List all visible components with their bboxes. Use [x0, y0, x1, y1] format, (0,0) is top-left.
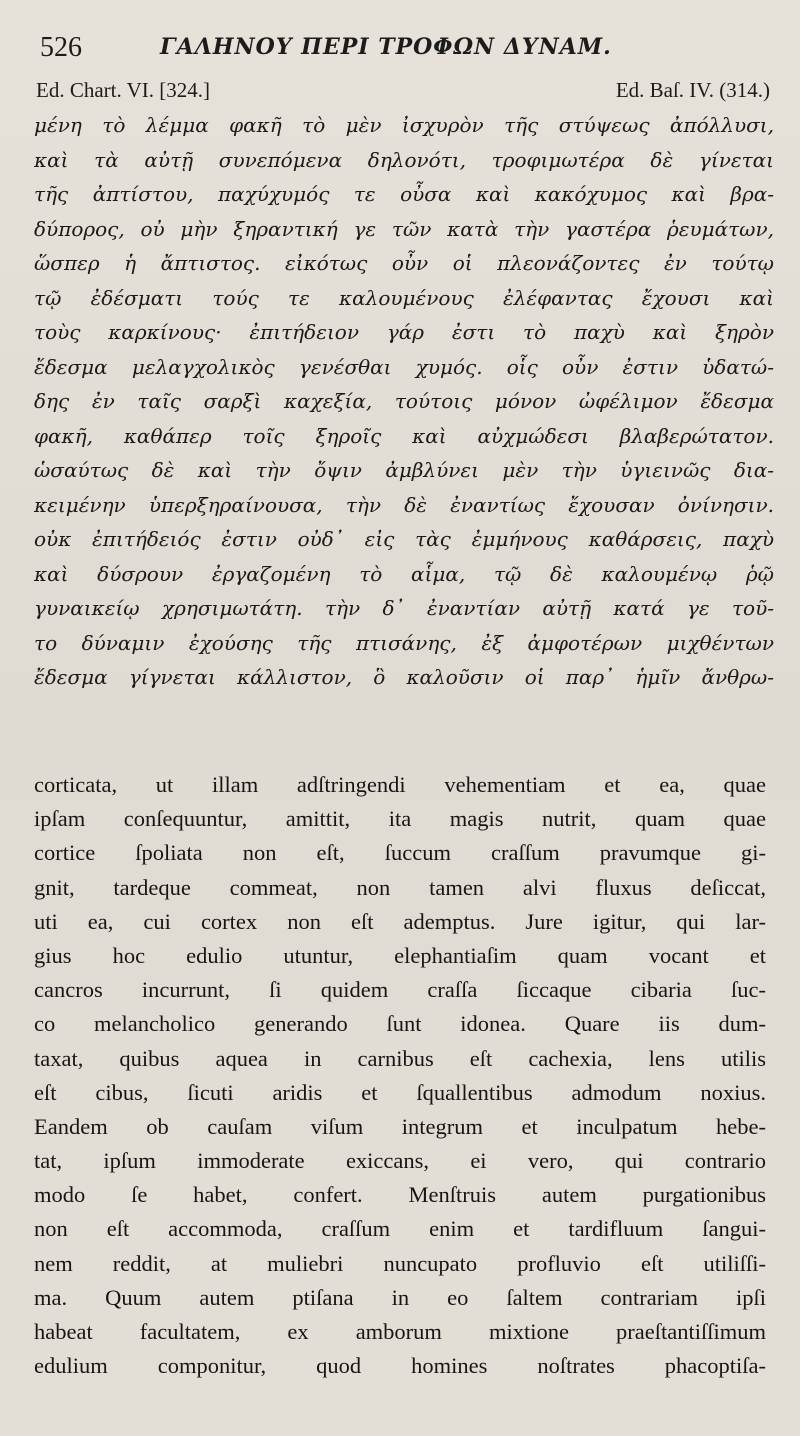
greek-text-line: το δύναμιν ἐχούσης τῆς πτισάνης, ἐξ ἀμφοτέρων μιχθέντων — [34, 630, 774, 655]
running-title: ΓΑΛΗΝΟΥ ΠΕΡΙ ΤΡΟΦΩΝ ΔΥΝΑΜ. — [160, 34, 612, 60]
latin-text-line: gnit, tardeque commeat, non tamen alvi fluxus deſiccat, — [34, 874, 766, 900]
edition-reference-line — [36, 78, 770, 108]
greek-text-line: γυναικείῳ χρησιμωτάτη. τὴν δ᾽ ἐναντίαν αὐτῇ κατά γε τοῦ- — [34, 596, 774, 620]
greek-text-block — [34, 108, 774, 695]
latin-text-block — [34, 768, 766, 1383]
greek-text-line: τοὺς καρκίνους· ἐπιτήδειον γάρ ἐστι τὸ παχὺ καὶ ξηρὸν — [34, 320, 774, 344]
latin-text-line: Eandem ob cauſam viſum integrum et inculpatum hebe- — [34, 1113, 766, 1139]
page-number: 526 — [40, 32, 82, 63]
edition-chartier-ref: Ed. Chart. VI. [324.] — [36, 78, 210, 102]
greek-text-line: τῷ ἐδέσματι τούς τε καλουμένους ἐλέφαντας ἔχουσι καὶ — [34, 285, 774, 310]
greek-text-line: ὡσαύτως δὲ καὶ τὴν ὄψιν ἀμβλύνει μὲν τὴν ὑγιεινῶς δια- — [34, 458, 774, 482]
greek-text-line: τῆς ἀπτίστου, παχύχυμός τε οὖσα καὶ κακόχυμος καὶ βρα- — [34, 182, 774, 206]
latin-text-line: cancros incurrunt, ſi quidem craſſa ſiccaque cibaria ſuc- — [34, 977, 766, 1003]
greek-text-line: μένη τὸ λέμμα φακῆ τὸ μὲν ἰσχυρὸν τῆς στύψεως ἀπόλλυσι, — [34, 113, 774, 137]
latin-text-line: gius hoc edulio utuntur, elephantiaſim quam vocant et — [34, 942, 766, 968]
greek-text-line: φακῆ, καθάπερ τοῖς ξηροῖς καὶ αὐχμώδεσι βλαβερώτατον. — [34, 423, 774, 448]
greek-text-line: ἔδεσμα γίγνεται κάλλιστον, ὃ καλοῦσιν οἱ παρ᾽ ἡμῖν ἄνθρω- — [34, 665, 774, 689]
greek-text-line: οὐκ ἐπιτήδειός ἐστιν οὐδ᾽ εἰς τὰς ἐμμήνους καθάρσεις, παχὺ — [34, 527, 774, 551]
greek-text-line: ὥσπερ ἡ ἄπτιστος. εἰκότως οὖν οἱ πλεονάζοντες ἐν τούτῳ — [34, 251, 774, 275]
latin-text-line: nem reddit, at muliebri nuncupato profluvio eſt utiliſſi- — [34, 1250, 766, 1276]
latin-text-line: habeat facultatem, ex amborum mixtione praeſtantiſſimum — [34, 1319, 766, 1344]
latin-text-line: taxat, quibus aquea in carnibus eſt cachexia, lens utilis — [34, 1045, 766, 1071]
greek-text-line: κειμένην ὑπερξηραίνουσα, τὴν δὲ ἐναντίως ἔχουσαν ὀνίνησιν. — [34, 492, 774, 517]
latin-text-line: eſt cibus, ſicuti aridis et ſquallentibus admodum noxius. — [34, 1079, 766, 1105]
latin-text-line: ipſam conſequuntur, amittit, ita magis nutrit, quam quae — [34, 806, 766, 832]
latin-text-line: uti ea, cui cortex non eſt ademptus. Jure igitur, qui lar- — [34, 908, 766, 934]
latin-text-line: modo ſe habet, confert. Menſtruis autem purgationibus — [34, 1182, 766, 1208]
latin-text-line: cortice ſpoliata non eſt, ſuccum craſſum pravumque gi- — [34, 840, 766, 866]
greek-text-line: καὶ τὰ αὐτῇ συνεπόμενα δηλονότι, τροφιμωτέρα δὲ γίνεται — [34, 147, 774, 172]
latin-text-line: co melancholico generando ſunt idonea. Quare iis dum- — [34, 1011, 766, 1037]
latin-text-line: edulium componitur, quod homines noſtrates phacoptiſa- — [34, 1353, 766, 1379]
latin-text-line: ma. Quum autem ptiſana in eo ſaltem contrariam ipſi — [34, 1284, 766, 1310]
latin-text-line: tat, ipſum immoderate exiccans, ei vero, qui contrario — [34, 1148, 766, 1174]
latin-text-line: non eſt accommoda, craſſum enim et tardifluum ſangui- — [34, 1216, 766, 1242]
greek-text-line: δύπορος, οὐ μὴν ξηραντική γε τῶν κατὰ τὴν γαστέρα ῥευμάτων, — [34, 216, 774, 241]
greek-text-line: ἔδεσμα μελαγχολικὸς γενέσθαι χυμός. οἷς οὖν ἐστιν ὑδατώ- — [34, 354, 774, 379]
running-head — [40, 30, 760, 66]
latin-text-line: corticata, ut illam adſtringendi vehementiam et ea, quae — [34, 772, 766, 797]
greek-text-line: δης ἐν ταῖς σαρξὶ καχεξία, τούτοις μόνον ὠφέλιμον ἔδεσμα — [34, 389, 774, 413]
greek-text-line: καὶ δύσρουν ἐργαζομένη τὸ αἷμα, τῷ δὲ καλουμένῳ ῥῷ — [34, 561, 774, 586]
edition-basel-ref: Ed. Baſ. IV. (314.) — [615, 78, 770, 102]
